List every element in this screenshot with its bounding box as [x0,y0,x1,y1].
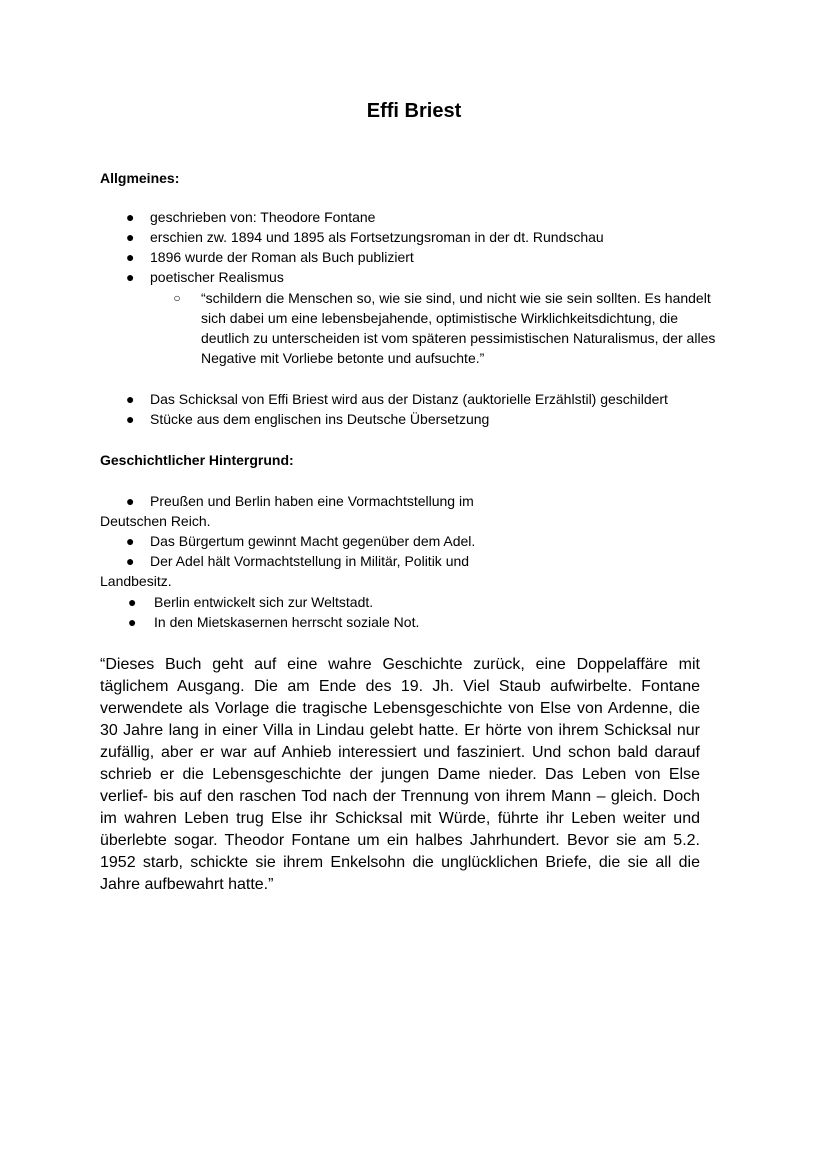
list-item: poetischer Realismus [150,269,284,285]
bullet-icon: ● [126,209,135,225]
bullet-icon: ● [126,493,135,509]
sub-bullet-icon: ○ [173,291,181,305]
realism-quote: “schildern die Menschen so, wie sie sind, und nicht wie sie sein sollten. Es handelt sich dabei um eine lebensbejahende, optimistische Wirklichkeitsdichtung, die deutlich zu unterscheiden ist vom späteren pessimistischen Naturalismus, der alles Negative mit Vorliebe betonte und aufsuchte.” [201,290,716,366]
bullet-icon: ● [126,229,135,245]
bullet-icon: ● [126,533,135,549]
page-title: Effi Briest [366,100,462,122]
history-line: Berlin entwickelt sich zur Weltstadt. [154,594,374,610]
bullet-icon: ● [126,269,135,285]
bullet-icon: ● [126,553,135,569]
bullet-icon: ● [126,391,135,407]
history-line: Das Bürgertum gewinnt Macht gegenüber dem Adel. [150,533,476,549]
history-line: Preußen und Berlin haben eine Vormachtstellung im [150,493,474,509]
list-item: Stücke aus dem englischen ins Deutsche Übersetzung [150,411,490,427]
quote-paragraph: “Dieses Buch geht auf eine wahre Geschichte zurück, eine Doppelaffäre mit täglichem Ausgang. Die am Ende des 19. Jh. Viel Staub aufwirbelte. Fontane verwendete als Vorlage die tragische Lebensgeschichte von Else von Ardenne, die 30 Jahre lang in einer Villa in Lindau gelebt hatte. Er hörte von ihrem Schicksal nur zufällig, aber er war auf Anhieb interessiert und fasziniert. Und schon bald darauf schrieb er die Lebensgeschichte der jungen Dame nieder. Das Leben von Else verlief- bis auf den raschen Tod nach der Trennung von ihrem Mann – gleich. Doch im wahren Leben trug Else ihr Schicksal mit Würde, führte ihr Leben weiter und überlebte sogar. Theodor Fontane um ein halbes Jahrhundert. Bevor sie am 5.2. 1952 starb, schickte sie ihrem Enkelsohn die unglücklichen Briefe, die sie all die Jahre aufbewahrt hatte.” [100,656,700,893]
list-item: geschrieben von: Theodore Fontane [150,209,376,225]
list-item: erschien zw. 1894 und 1895 als Fortsetzungsroman in der dt. Rundschau [150,229,604,245]
bullet-icon: ● [126,411,135,427]
bullet-icon: ● [128,614,137,630]
history-line: Landbesitz. [100,573,172,589]
bullet-icon: ● [128,594,137,610]
section-heading-general: Allgmeines: [100,170,180,186]
history-line: Deutschen Reich. [100,513,211,529]
section-heading-history: Geschichtlicher Hintergrund: [100,452,294,468]
bullet-icon: ● [126,249,135,265]
history-line: In den Mietskasernen herrscht soziale Not. [154,614,420,630]
history-line: Der Adel hält Vormachtstellung in Militär, Politik und [150,553,470,569]
list-item: 1896 wurde der Roman als Buch publiziert [150,249,414,265]
list-item: Das Schicksal von Effi Briest wird aus der Distanz (auktorielle Erzählstil) geschildert [150,391,668,407]
